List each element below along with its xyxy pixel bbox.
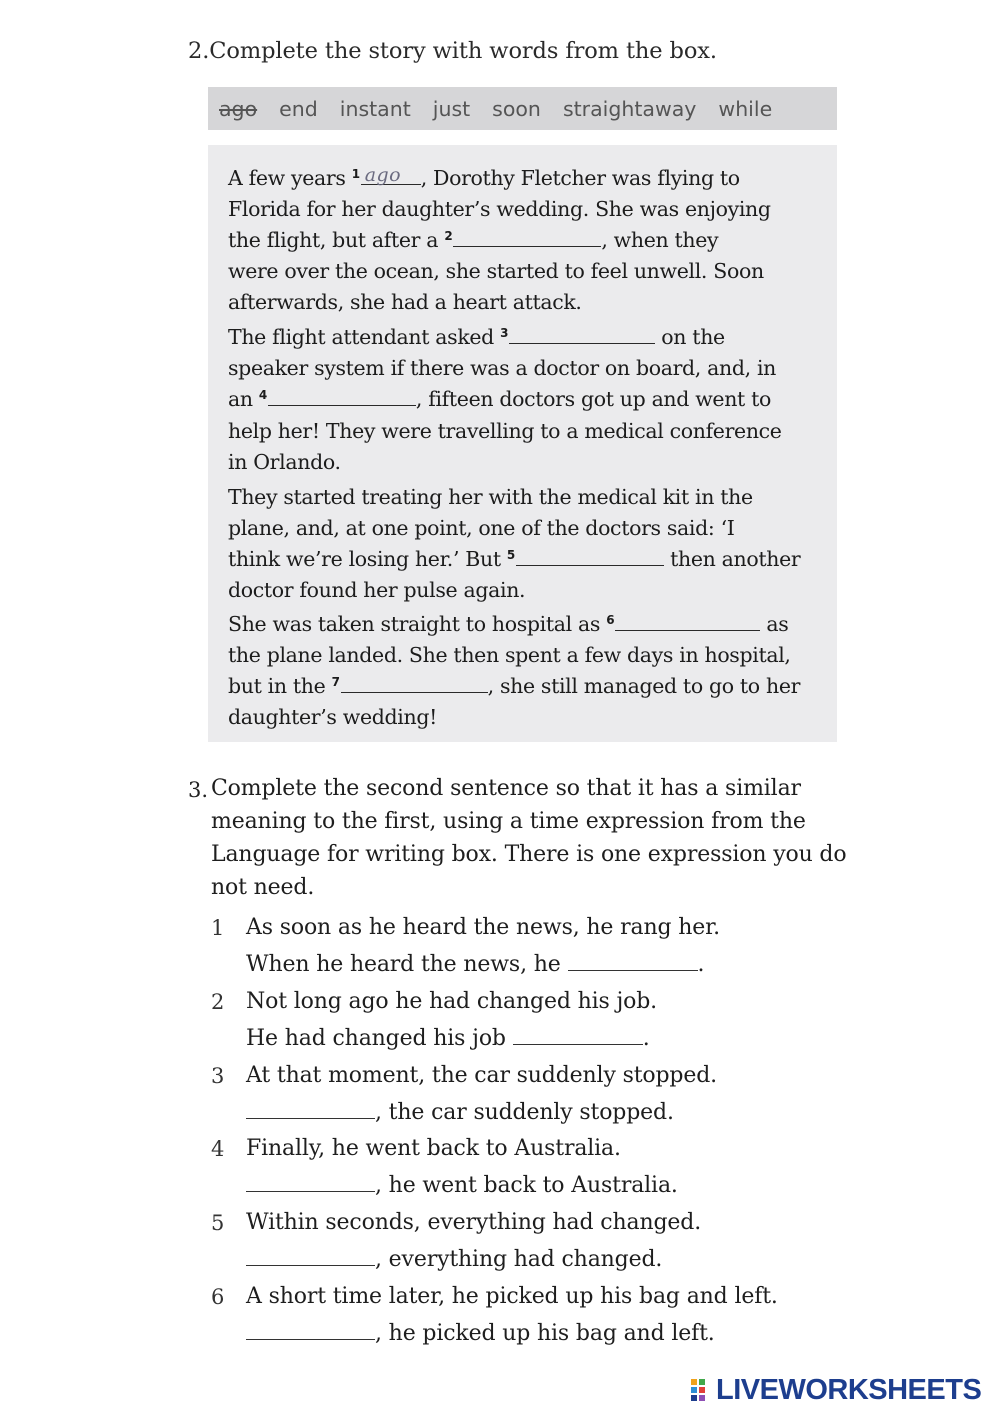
story-line: [228, 547, 800, 571]
rewrite-sentence: [246, 1173, 678, 1198]
story-text-segment: , she still managed to go to her: [487, 674, 801, 698]
rewrite-sentence: [246, 952, 704, 977]
gap-number: 2: [444, 229, 453, 243]
word-box-item: soon: [492, 96, 541, 121]
story-text-segment: an: [228, 387, 259, 411]
gap-number: 4: [258, 388, 267, 402]
story-line: [228, 419, 782, 443]
story-text-segment: speaker system if there was a doctor on board, and, in: [228, 356, 777, 380]
rewrite-after: , the car suddenly stopped.: [375, 1100, 674, 1125]
story-line: [228, 387, 771, 411]
story-text-segment: They started treating her with the medical kit in the: [228, 485, 753, 509]
story-text-segment: daughter’s wedding!: [228, 705, 437, 729]
rewrite-sentence: [246, 1100, 674, 1125]
gap-number: 7: [331, 675, 340, 689]
story-line: [228, 674, 800, 698]
item-number: 2: [211, 990, 225, 1014]
answer-gap-4[interactable]: [268, 389, 416, 406]
rewrite-answer-gap[interactable]: [568, 956, 698, 971]
rewrite-answer-gap[interactable]: [246, 1325, 375, 1340]
rewrite-after: .: [642, 1026, 650, 1051]
story-line: [228, 228, 718, 252]
rewrite-sentence: [246, 1321, 715, 1346]
instruction-line: not need.: [211, 875, 315, 900]
story-text-segment: Florida for her daughter’s wedding. She was enjoying: [228, 197, 771, 221]
original-sentence: Within seconds, everything had changed.: [246, 1210, 702, 1235]
item-number: 6: [211, 1285, 225, 1309]
story-text-segment: the plane landed. She then spent a few days in hospital,: [228, 643, 791, 667]
story-line: [228, 290, 582, 314]
gap-number: 5: [506, 548, 515, 562]
answer-gap-7[interactable]: [341, 676, 488, 693]
story-text-segment: , fifteen doctors got up and went to: [415, 387, 771, 411]
story-line: [228, 197, 771, 221]
story-text-segment: in Orlando.: [228, 450, 341, 474]
rewrite-sentence: [246, 1026, 650, 1051]
story-text-segment: think we’re losing her.’ But: [228, 547, 507, 571]
example-answer: ago: [364, 164, 402, 186]
item-number: 3: [211, 1064, 225, 1088]
story-text-segment: A few years: [228, 166, 352, 190]
story-line: [228, 450, 341, 474]
story-line: [228, 166, 740, 190]
story-line: [228, 612, 788, 636]
rewrite-after: .: [697, 952, 705, 977]
story-text-segment: then another: [663, 547, 801, 571]
word-box-item: straightaway: [562, 96, 697, 121]
story-line: [228, 578, 525, 602]
instruction-line: Language for writing box. There is one expression you do: [211, 842, 847, 867]
rewrite-after: , everything had changed.: [375, 1247, 663, 1272]
rewrite-before: When he heard the news, he: [246, 952, 568, 977]
story-line: [228, 325, 725, 349]
story-line: [228, 705, 437, 729]
story-text-segment: The flight attendant asked: [228, 325, 501, 349]
story-text-segment: , when they: [601, 228, 719, 252]
rewrite-after: , he went back to Australia.: [375, 1173, 678, 1198]
word-box-item: instant: [339, 96, 411, 121]
rewrite-answer-gap[interactable]: [513, 1030, 643, 1045]
instruction-line: meaning to the first, using a time expression from the: [211, 809, 806, 834]
story-text-segment: help her! They were travelling to a medical conference: [228, 419, 782, 443]
liveworksheets-logo: [690, 1372, 981, 1408]
word-box-item: just: [432, 96, 471, 121]
item-number: 5: [211, 1211, 225, 1235]
story-line: [228, 356, 776, 380]
original-sentence: As soon as he heard the news, he rang her.: [246, 915, 720, 940]
story-text-segment: plane, and, at one point, one of the doctors said: ‘I: [228, 516, 735, 540]
story-text-segment: as: [760, 612, 789, 636]
story-text-segment: but in the: [228, 674, 332, 698]
example-answer-gap: [361, 164, 421, 186]
word-box-item: end: [279, 96, 318, 121]
gap-number: 1: [351, 167, 360, 181]
story-text-segment: afterwards, she had a heart attack.: [228, 290, 582, 314]
story-line: [228, 485, 753, 509]
answer-gap-2[interactable]: [453, 230, 601, 247]
liveworksheets-logo-text: LIVEWORKSHEETS: [716, 1373, 982, 1406]
liveworksheets-logo-icon: [690, 1376, 714, 1404]
story-line: [228, 643, 791, 667]
word-box-item: ago: [219, 96, 258, 121]
item-number: 1: [211, 916, 225, 940]
story-text-segment: doctor found her pulse again.: [228, 578, 526, 602]
rewrite-answer-gap[interactable]: [246, 1251, 375, 1266]
rewrite-before: He had changed his job: [246, 1026, 513, 1051]
original-sentence: Finally, he went back to Australia.: [246, 1136, 621, 1161]
rewrite-sentence: [246, 1247, 662, 1272]
story-text-segment: She was taken straight to hospital as: [228, 612, 607, 636]
answer-gap-5[interactable]: [516, 549, 664, 566]
story-line: [228, 259, 764, 283]
story-text-segment: , Dorothy Fletcher was flying to: [420, 166, 740, 190]
rewrite-after: , he picked up his bag and left.: [375, 1321, 715, 1346]
word-box-item: while: [718, 96, 773, 121]
gap-number: 3: [500, 326, 509, 340]
word-box: [208, 87, 837, 130]
story-text-segment: were over the ocean, she started to feel unwell. Soon: [228, 259, 764, 283]
original-sentence: At that moment, the car suddenly stopped.: [246, 1063, 718, 1088]
story-line: [228, 516, 735, 540]
exercise-3-number: 3.: [188, 778, 209, 802]
gap-number: 6: [606, 613, 615, 627]
original-sentence: Not long ago he had changed his job.: [246, 989, 658, 1014]
original-sentence: A short time later, he picked up his bag and left.: [246, 1284, 778, 1309]
rewrite-answer-gap[interactable]: [246, 1177, 375, 1192]
story-text-segment: the flight, but after a: [228, 228, 445, 252]
rewrite-answer-gap[interactable]: [246, 1104, 375, 1119]
story-text-segment: on the: [655, 325, 725, 349]
instruction-line: Complete the second sentence so that it has a similar: [211, 776, 801, 801]
item-number: 4: [211, 1137, 225, 1161]
exercise-2-title: 2.Complete the story with words from the box.: [188, 38, 717, 64]
answer-gap-3[interactable]: [509, 327, 655, 344]
answer-gap-6[interactable]: [615, 614, 760, 631]
